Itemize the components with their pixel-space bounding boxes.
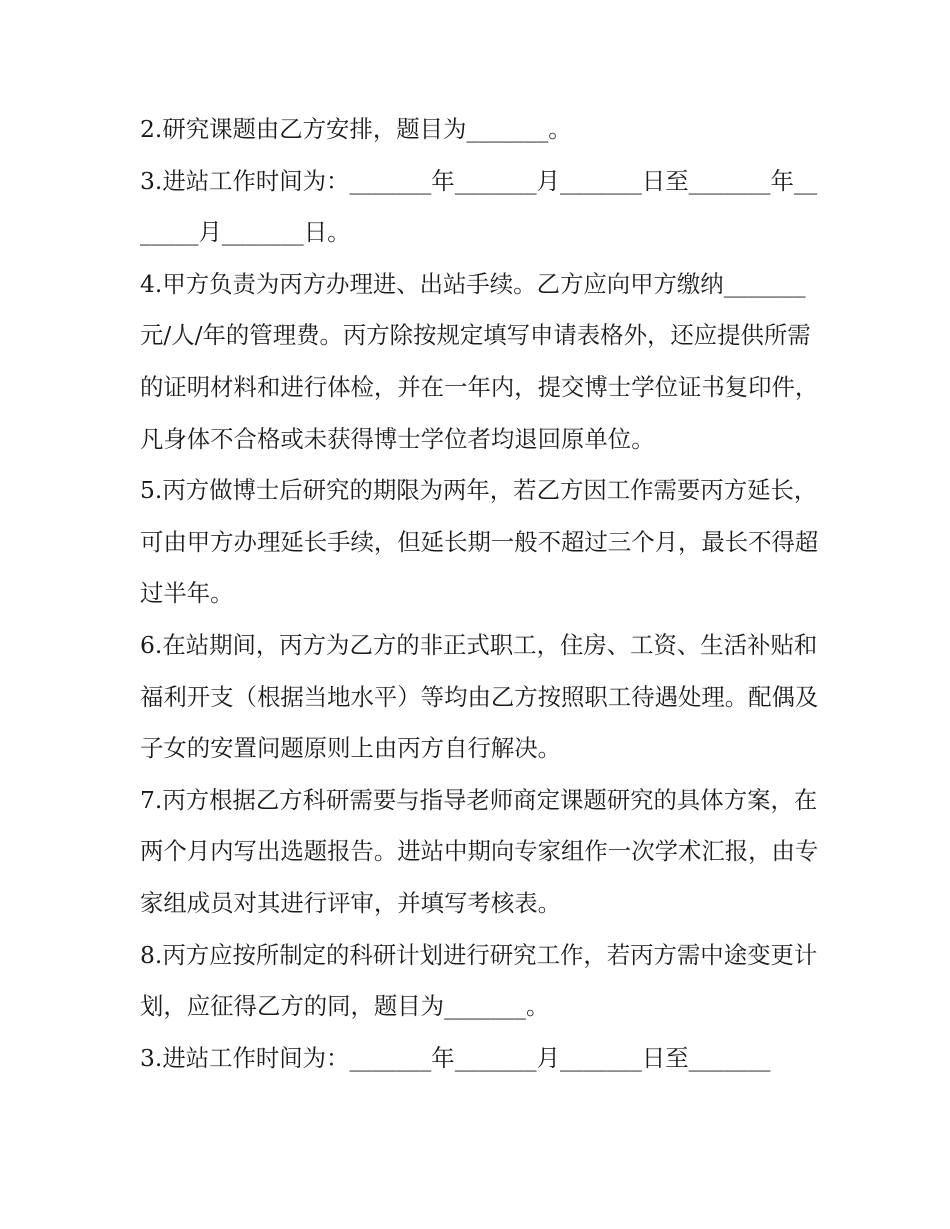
document-body <box>140 104 820 1084</box>
clause-3-repeat-paragraph: 3.进站工作时间为：_______年_______月_______日至_______ <box>140 1043 771 1072</box>
clause-3-paragraph: 3.进站工作时间为：_______年_______月_______日至_______年_______月_______日。 <box>140 166 818 247</box>
clause-7-paragraph: 7.丙方根据乙方科研需要与指导老师商定课题研究的具体方案，在两个月内写出选题报告。进站中期向专家组作一次学术汇报，由专家组成员对其进行评审，并填写考核表。 <box>140 785 819 917</box>
clause-8-paragraph: 8.丙方应按所制定的科研计划进行研究工作，若丙方需中途变更计划，应征得乙方的同，题目为_______。 <box>140 940 818 1021</box>
clause-6-paragraph: 6.在站期间，丙方为乙方的非正式职工，住房、工资、生活补贴和福利开支（根据当地水平）等均由乙方按照职工待遇处理。配偶及子女的安置问题原则上由丙方自行解决。 <box>140 630 819 763</box>
clause-4-paragraph: 4.甲方负责为丙方办理进、出站手续。乙方应向甲方缴纳_______元/人/年的管理费。丙方除按规定填写申请表格外，还应提供所需的证明材料和进行体检，并在一年内，提交博士学位证书复印件，凡身体不合格或未获得博士学位者均退回原单位。 <box>140 269 819 453</box>
clause-5-paragraph: 5.丙方做博士后研究的期限为两年，若乙方因工作需要丙方延长，可由甲方办理延长手续，但延长期一般不超过三个月，最长不得超过半年。 <box>140 476 819 608</box>
clause-2-paragraph: 2.研究课题由乙方安排，题目为_______。 <box>140 115 572 143</box>
